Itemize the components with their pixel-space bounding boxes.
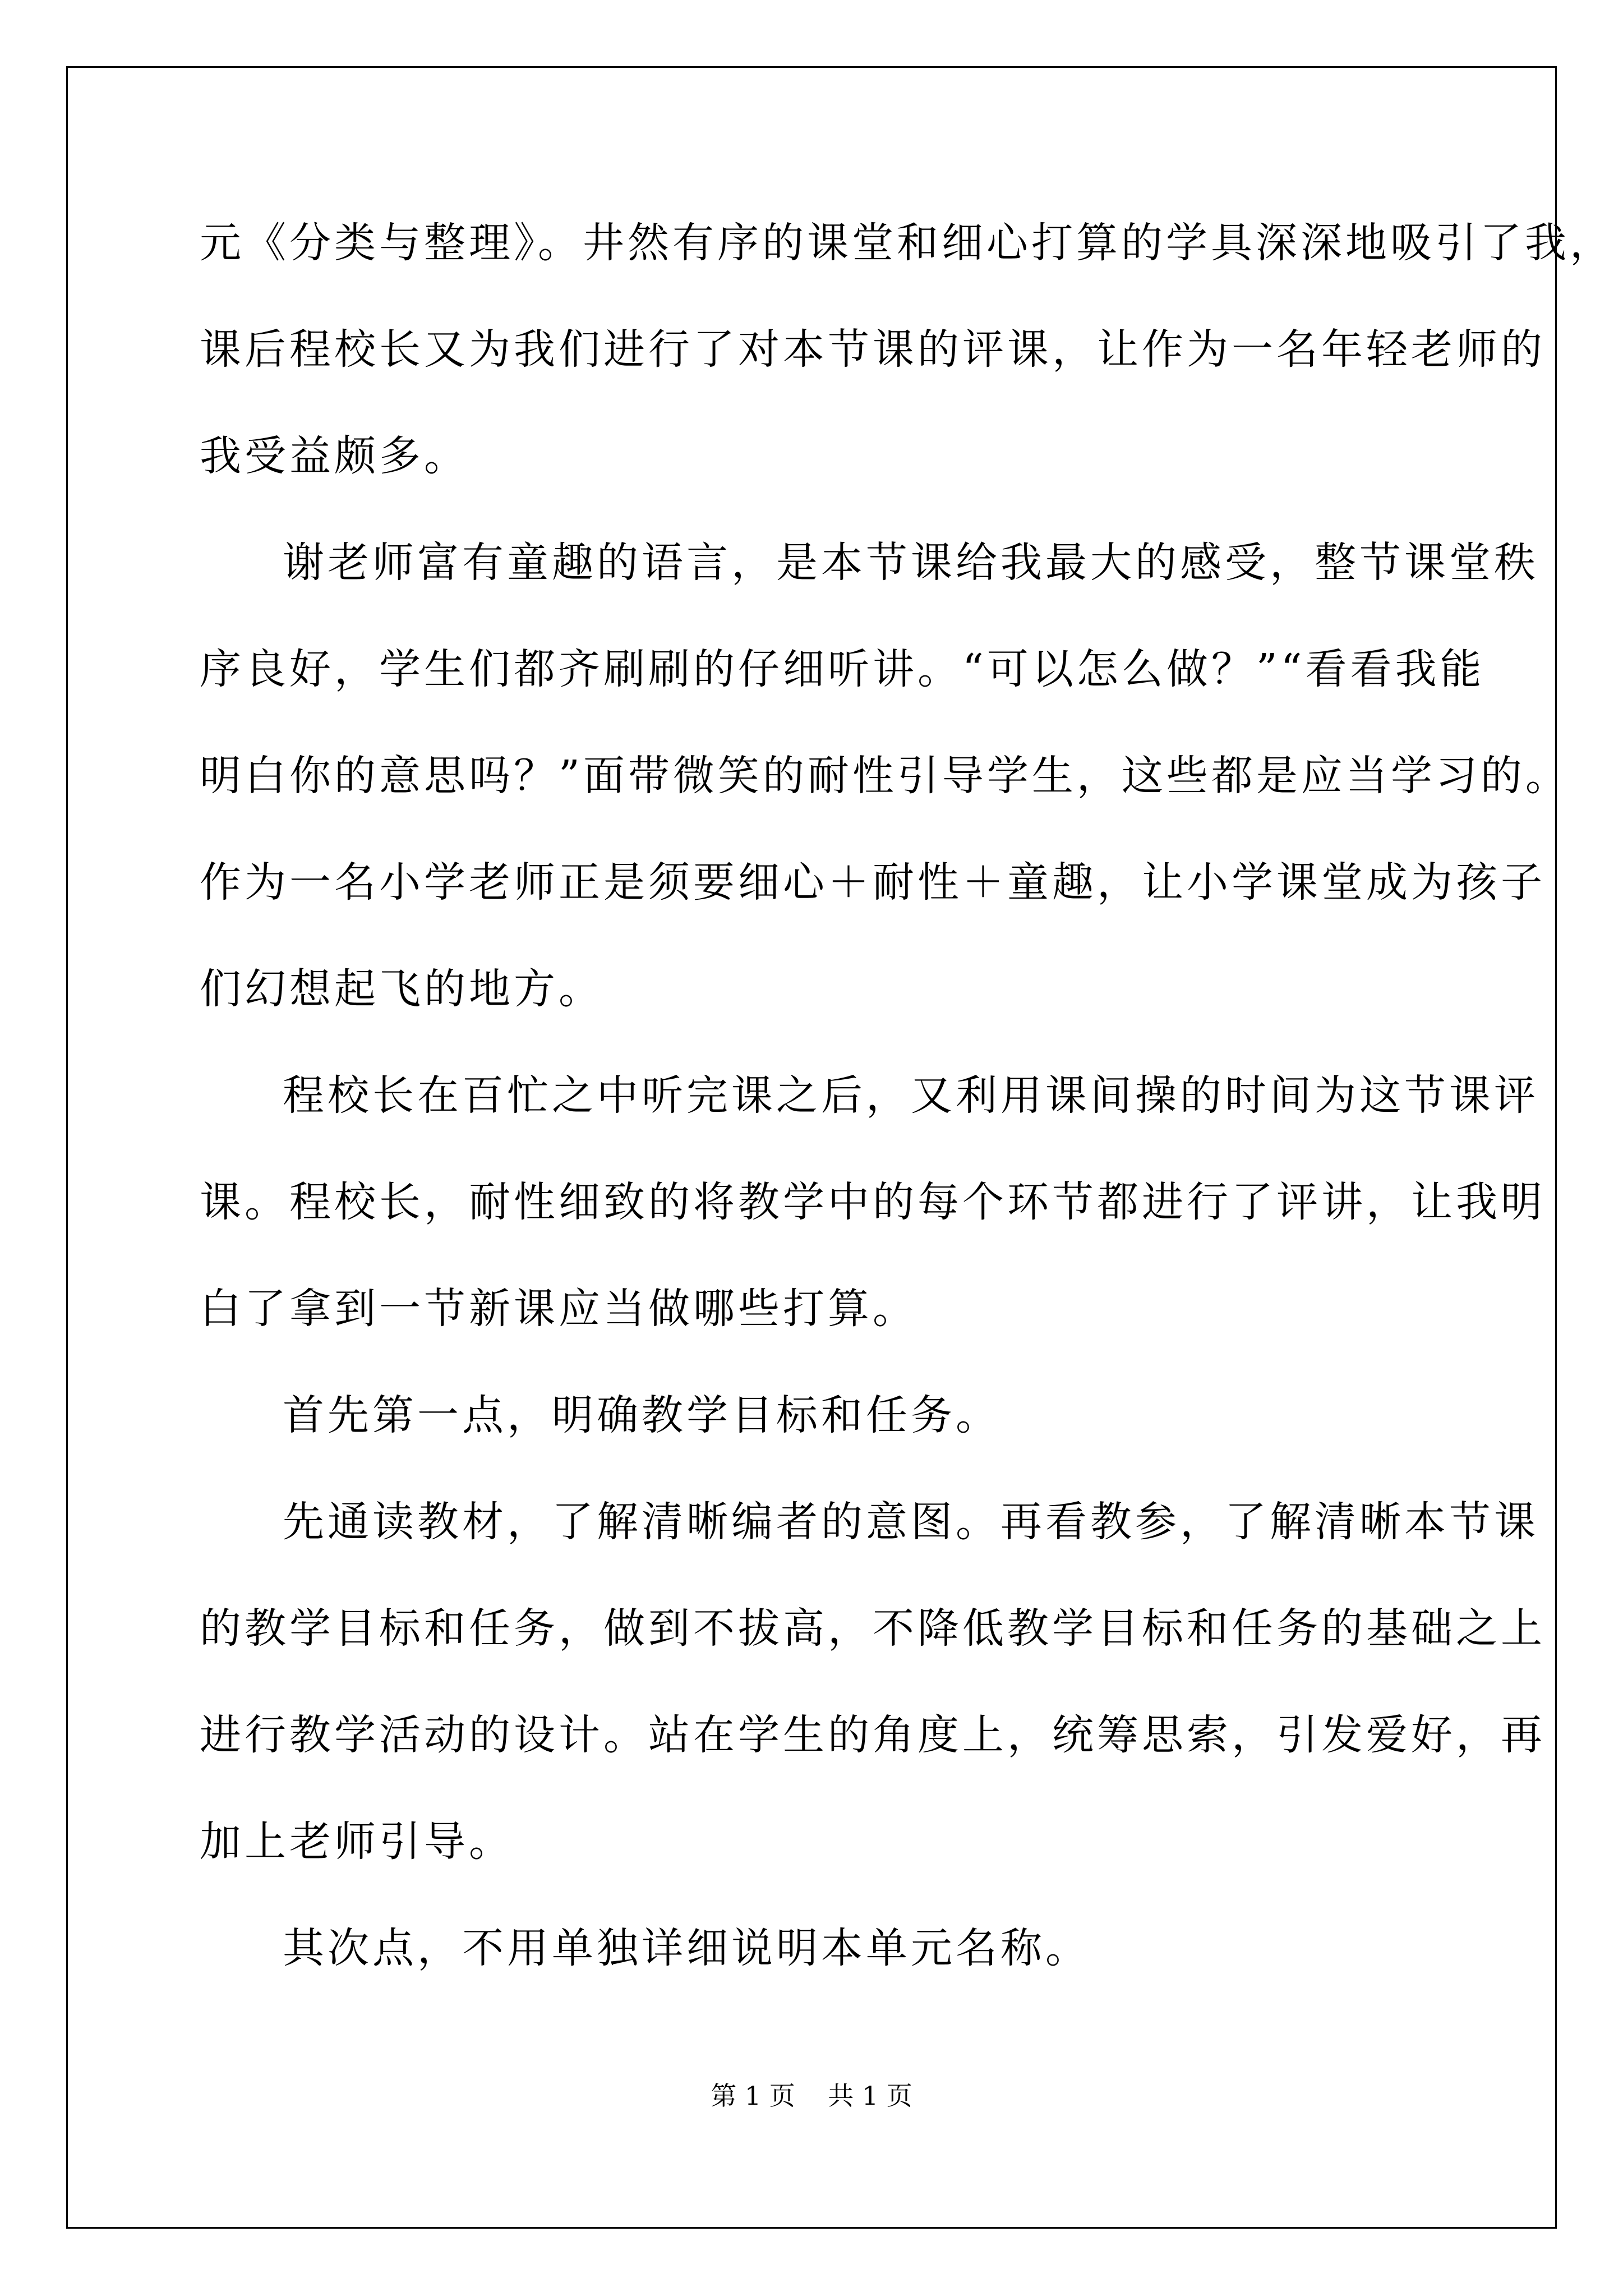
text-line-10: 课。程校长，耐性细致的将教学中的每个环节都进行了评讲，让我明 <box>200 1178 1546 1226</box>
text-line-9: 程校长在百忙之中听完课之后，又利用课间操的时间为这节课评 <box>283 1071 1539 1120</box>
text-line-1: 元《分类与整理》。井然有序的课堂和细心打算的学具深深地吸引了我， <box>200 219 1615 267</box>
text-line-11: 白了拿到一节新课应当做哪些打算。 <box>200 1285 917 1333</box>
text-line-4: 谢老师富有童趣的语言，是本节课给我最大的感受，整节课堂秩 <box>283 539 1539 587</box>
text-line-13: 先通读教材，了解清晰编者的意图。再看教参，了解清晰本节课 <box>283 1498 1539 1546</box>
text-line-16: 加上老师引导。 <box>200 1818 514 1866</box>
text-line-5: 序良好，学生们都齐刷刷的仔细听讲。“可以怎么做？”“看看我能 <box>200 645 1485 693</box>
text-line-17: 其次点，不用单独详细说明本单元名称。 <box>283 1924 1090 1972</box>
text-line-15: 进行教学活动的设计。站在学生的角度上，统筹思索，引发爱好，再 <box>200 1711 1546 1759</box>
text-line-14: 的教学目标和任务，做到不拔高，不降低教学目标和任务的基础之上 <box>200 1604 1546 1653</box>
text-line-12: 首先第一点，明确教学目标和任务。 <box>283 1391 1000 1439</box>
text-line-7: 作为一名小学老师正是须要细心＋耐性＋童趣，让小学课堂成为孩子 <box>200 858 1546 907</box>
text-line-3: 我受益颇多。 <box>200 432 469 480</box>
text-line-6: 明白你的意思吗？”面带微笑的耐性引导学生，这些都是应当学习的。 <box>200 752 1570 800</box>
text-line-8: 们幻想起飞的地方。 <box>200 965 603 1013</box>
document-body <box>200 190 1615 2001</box>
page-number-footer: 第 1 页 共 1 页 <box>711 2081 912 2111</box>
text-line-2: 课后程校长又为我们进行了对本节课的评课，让作为一名年轻老师的 <box>200 325 1546 374</box>
